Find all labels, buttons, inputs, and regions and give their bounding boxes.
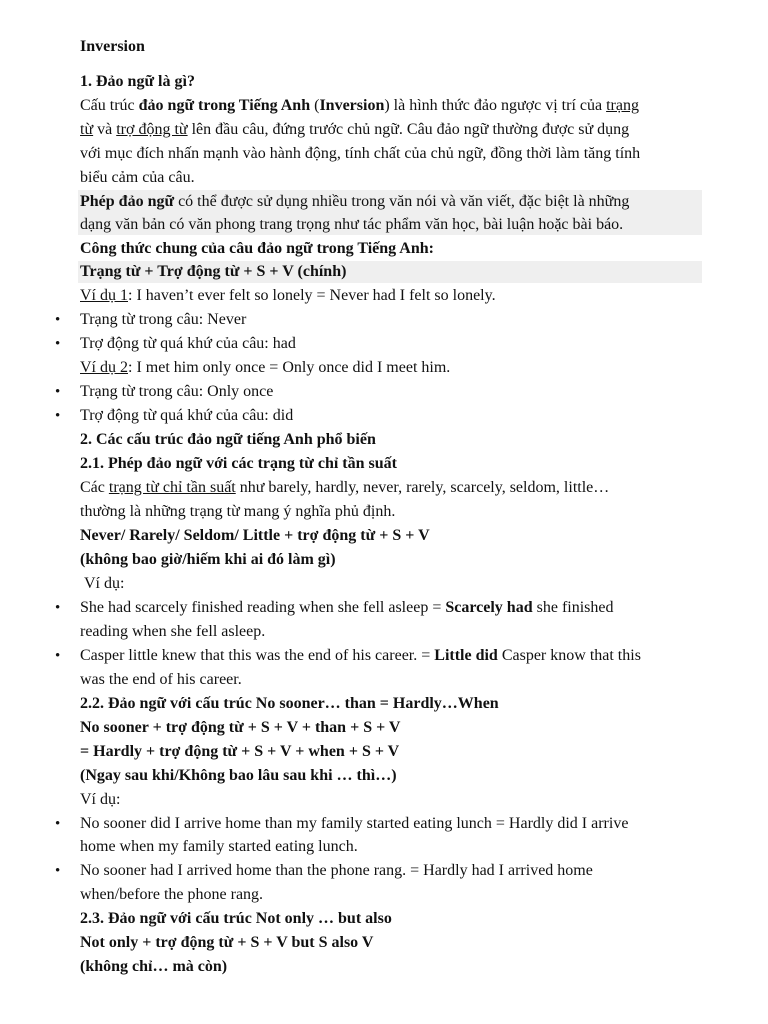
bullet: • — [55, 312, 61, 328]
bullet: • — [55, 384, 61, 400]
list-item: Trợ động từ quá khứ của câu: had — [80, 335, 296, 352]
bullet: • — [55, 408, 61, 424]
formula-heading: Công thức chung của câu đảo ngữ trong Tiếng Anh: — [80, 240, 434, 257]
general-formula: Trạng từ + Trợ động từ + S + V (chính) — [80, 263, 347, 280]
section-2-heading: 2. Các cấu trúc đảo ngữ tiếng Anh phổ biến — [80, 431, 376, 448]
list-item: No sooner did I arrive home than my family started eating lunch = Hardly did I arrive — [80, 815, 629, 832]
s1-paragraph-line-4: biểu cảm của câu. — [80, 169, 195, 186]
bullet: • — [55, 863, 61, 879]
section-2-2-heading: 2.2. Đảo ngữ với cấu trúc No sooner… than = Hardly…When — [80, 695, 499, 712]
bullet: • — [55, 816, 61, 832]
list-item: No sooner had I arrived home than the phone rang. = Hardly had I arrived home — [80, 862, 593, 879]
link-tro-dong-tu[interactable]: trợ động từ — [116, 121, 188, 138]
s21-formula: Never/ Rarely/ Seldom/ Little + trợ động từ + S + V — [80, 527, 430, 544]
list-item: Casper little knew that this was the end of his career. = Little did Casper know that this — [80, 647, 641, 664]
s23-formula: Not only + trợ động từ + S + V but S also V — [80, 934, 374, 951]
list-item: She had scarcely finished reading when she fell asleep = Scarcely had she finished — [80, 599, 614, 616]
link-trang-tu[interactable]: trạng — [606, 97, 639, 114]
list-item-cont: reading when she fell asleep. — [80, 623, 266, 640]
s1-paragraph-line-2: từ và trợ động từ lên đầu câu, đứng trước chủ ngữ. Câu đảo ngữ thường được sử dụng — [80, 121, 630, 138]
s21-line-2: thường là những trạng từ mang ý nghĩa phủ định. — [80, 503, 396, 520]
s1-paragraph-line-1: Cấu trúc đảo ngữ trong Tiếng Anh (Inversion) là hình thức đảo ngược vị trí của trạng — [80, 97, 639, 114]
link-trang-tu-chi-tan-suat[interactable]: trạng từ chỉ tần suất — [108, 479, 236, 496]
section-1-heading: 1. Đảo ngữ là gì? — [80, 73, 195, 90]
s22-example-label: Ví dụ: — [80, 791, 121, 808]
section-2-3-heading: 2.3. Đảo ngữ với cấu trúc Not only … but also — [80, 910, 392, 927]
s1-paragraph-line-3: với mục đích nhấn mạnh vào hành động, tính chất của chủ ngữ, đồng thời làm tăng tính — [80, 145, 641, 162]
list-item: Trạng từ trong câu: Never — [80, 311, 247, 328]
s22-formula-1: No sooner + trợ động từ + S + V + than + S + V — [80, 719, 401, 736]
section-2-1-heading: 2.1. Phép đảo ngữ với các trạng từ chỉ tần suất — [80, 455, 397, 472]
list-item: Trợ động từ quá khứ của câu: did — [80, 407, 294, 424]
bullet: • — [55, 600, 61, 616]
s1-paragraph2-line-1: Phép đảo ngữ có thể được sử dụng nhiều trong văn nói và văn viết, đặc biệt là những — [80, 193, 630, 210]
s22-meaning: (Ngay sau khi/Không bao lâu sau khi … thì…) — [80, 767, 397, 784]
s23-meaning: (không chỉ… mà còn) — [80, 958, 228, 975]
list-item-cont: home when my family started eating lunch. — [80, 838, 358, 855]
list-item-cont: when/before the phone rang. — [80, 886, 264, 903]
example-2: Ví dụ 2: I met him only once = Only once did I meet him. — [80, 359, 451, 376]
document-title: Inversion — [80, 38, 145, 55]
list-item-cont: was the end of his career. — [80, 671, 242, 688]
link-trang-tu-cont[interactable]: từ — [80, 121, 94, 138]
s21-line-1: Các trạng từ chỉ tần suất như barely, hardly, never, rarely, scarcely, seldom, little… — [80, 479, 610, 496]
s21-meaning: (không bao giờ/hiếm khi ai đó làm gì) — [80, 551, 336, 568]
example-1: Ví dụ 1: I haven’t ever felt so lonely = Never had I felt so lonely. — [80, 287, 496, 304]
s21-example-label: Ví dụ: — [84, 575, 125, 592]
bullet: • — [55, 336, 61, 352]
list-item: Trạng từ trong câu: Only once — [80, 383, 274, 400]
s1-paragraph2-line-2: dạng văn bản có văn phong trang trọng như tác phẩm văn học, bài luận hoặc bài báo. — [80, 216, 624, 233]
bullet: • — [55, 648, 61, 664]
s22-formula-2: = Hardly + trợ động từ + S + V + when + S + V — [80, 743, 400, 760]
